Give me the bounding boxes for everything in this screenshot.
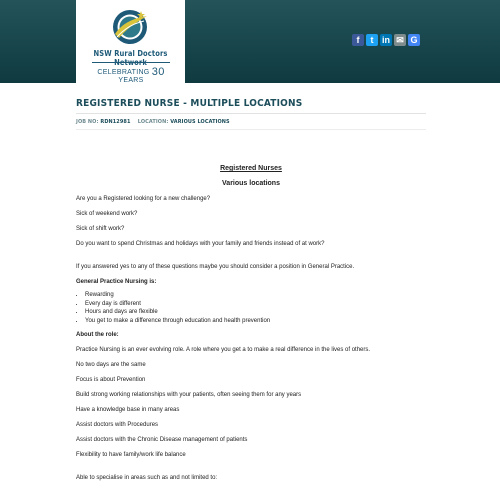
job-description <box>76 165 426 482</box>
site-header <box>0 0 500 83</box>
gp-list <box>76 291 426 326</box>
paragraph: Are you a Registered looking for a new challenge? <box>76 196 211 202</box>
paragraph: Do you want to spend Christmas and holidays with your family and friends instead of at work? <box>76 241 325 247</box>
paragraph: Assist doctors with the Chronic Disease management of patients <box>76 436 248 443</box>
section-heading: About the role: <box>76 331 119 338</box>
location-value: VARIOUS LOCATIONS <box>170 119 230 125</box>
divider <box>76 129 426 130</box>
paragraph: Flexibility to have family/work life balance <box>76 451 186 458</box>
paragraph: Sick of weekend work? <box>76 211 138 217</box>
list-item: • Rewarding <box>85 291 426 300</box>
social-share-bar <box>352 34 420 46</box>
list-item: • You get to make a difference through education and health prevention <box>85 317 426 326</box>
email-icon[interactable]: ✉ <box>394 34 406 46</box>
tagline-prefix: CELEBRATING <box>97 69 150 76</box>
linkedin-icon[interactable]: in <box>382 35 390 45</box>
list-item: • Every day is different <box>85 300 426 309</box>
job-no-label: JOB NO: <box>76 119 99 125</box>
site-logo[interactable] <box>76 0 185 83</box>
content-heading: Registered Nurses <box>220 165 282 172</box>
paragraph: Have a knowledge base in many areas <box>76 406 180 413</box>
paragraph: If you answered yes to any of these questions maybe you should consider a position in General Practice. <box>76 264 355 270</box>
job-no-value: RDN12981 <box>100 119 131 125</box>
twitter-icon[interactable]: t <box>366 34 378 46</box>
content-subheading: Various locations <box>222 180 280 187</box>
section-heading: General Practice Nursing is: <box>76 279 157 285</box>
paragraph: Sick of shift work? <box>76 226 125 232</box>
logo-wordmark: NSW Rural Doctors Network <box>93 49 168 67</box>
list-item: • Hours and days are flexible <box>85 308 426 317</box>
facebook-icon[interactable]: f <box>352 34 364 46</box>
location-label: LOCATION: <box>137 119 169 125</box>
tagline-number: 30 <box>151 66 165 78</box>
logo-emblem-icon <box>111 8 149 46</box>
page-title: REGISTERED NURSE - MULTIPLE LOCATIONS <box>76 98 303 109</box>
paragraph: Build strong working relationships with your patients, often seeing them for any years <box>76 391 302 398</box>
divider <box>76 113 426 114</box>
google-icon[interactable]: G <box>408 34 420 46</box>
tagline-suffix: YEARS <box>118 77 144 84</box>
paragraph: No two days are the same <box>76 361 146 368</box>
logo-tagline <box>92 62 170 84</box>
paragraph: Focus is about Prevention <box>76 376 146 383</box>
paragraph: Assist doctors with Procedures <box>76 421 159 428</box>
paragraph: Practice Nursing is an ever evolving role. A role where you get a to make a real difference in the lives of others. <box>76 346 371 353</box>
paragraph: Able to specialise in areas such as and not limited to: <box>76 474 218 481</box>
job-meta <box>76 119 230 125</box>
